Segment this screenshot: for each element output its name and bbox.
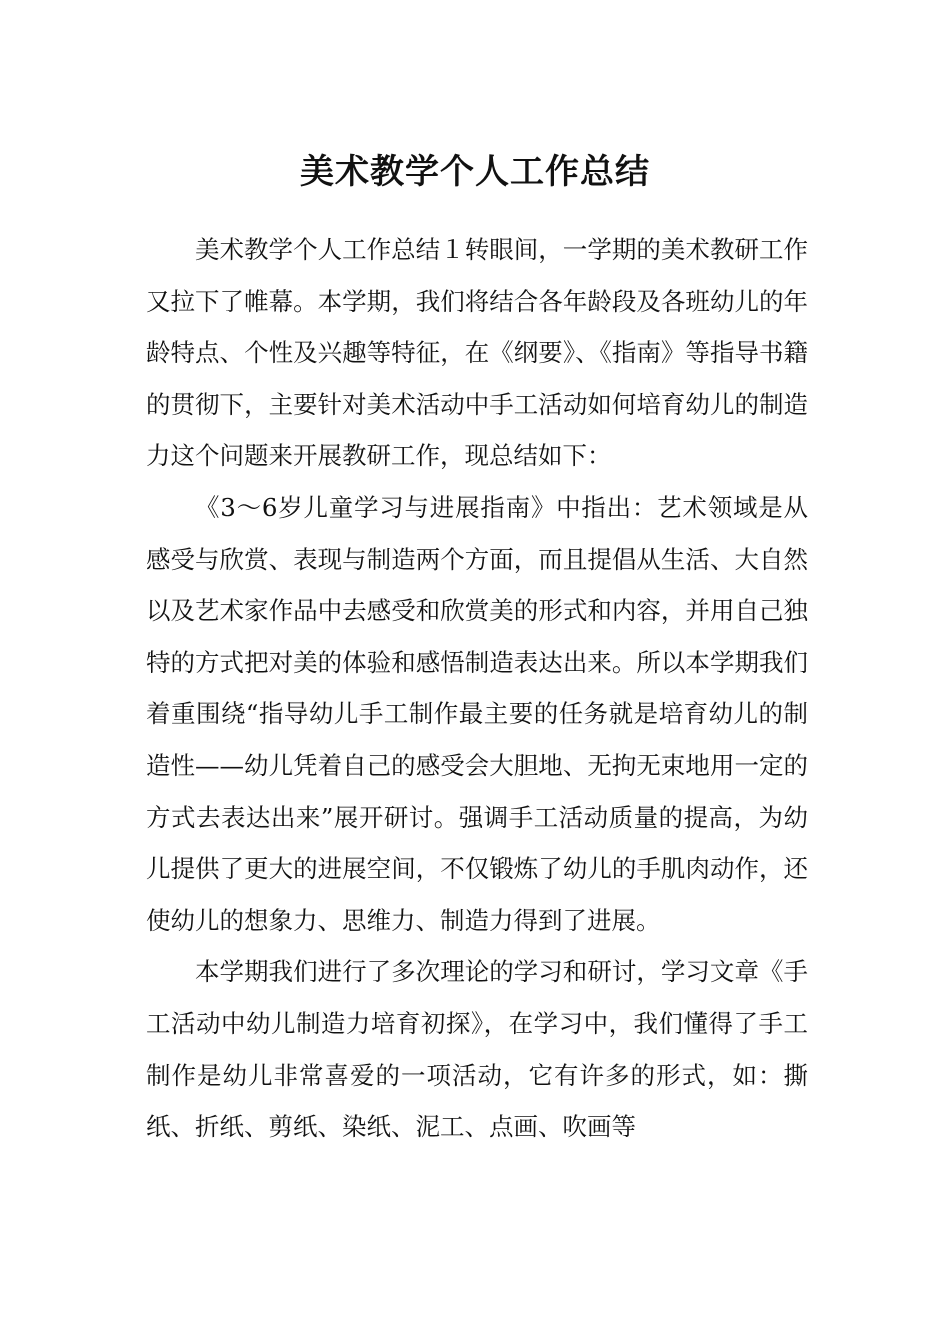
paragraph-3: 本学期我们进行了多次理论的学习和研讨，学习文章《手工活动中幼儿制造力培育初探》，在学习中，我们懂得了手工制作是幼儿非常喜爱的一项活动，它有许多的形式，如：撕纸、折纸、剪纸、染纸、泥工、点画、吹画等 [146,957,808,1142]
document-body [146,224,808,1153]
paragraph-1: 美术教学个人工作总结１转眼间，一学期的美术教研工作又拉下了帷幕。本学期，我们将结合各年龄段及各班幼儿的年龄特点、个性及兴趣等特征，在《纲要》、《指南》等指导书籍的贯彻下，主要针对美术活动中手工活动如何培育幼儿的制造力这个问题来开展教研工作，现总结如下： [146,235,808,471]
document-title: 美术教学个人工作总结 [300,151,650,192]
paragraph-2: 《3～6岁儿童学习与进展指南》中指出：艺术领域是从感受与欣赏、表现与制造两个方面，而且提倡从生活、大自然以及艺术家作品中去感受和欣赏美的形式和内容，并用自己独特的方式把对美的体验和感悟制造表达出来。所以本学期我们着重围绕“指导幼儿手工制作最主要的任务就是培育幼儿的制造性——幼儿凭着自己的感受会大胆地、无拘无束地用一定的方式去表达出来”展开研讨。强调手工活动质量的提高，为幼儿提供了更大的进展空间，不仅锻炼了幼儿的手肌肉动作，还使幼儿的想象力、思维力、制造力得到了进展。 [146,492,808,935]
